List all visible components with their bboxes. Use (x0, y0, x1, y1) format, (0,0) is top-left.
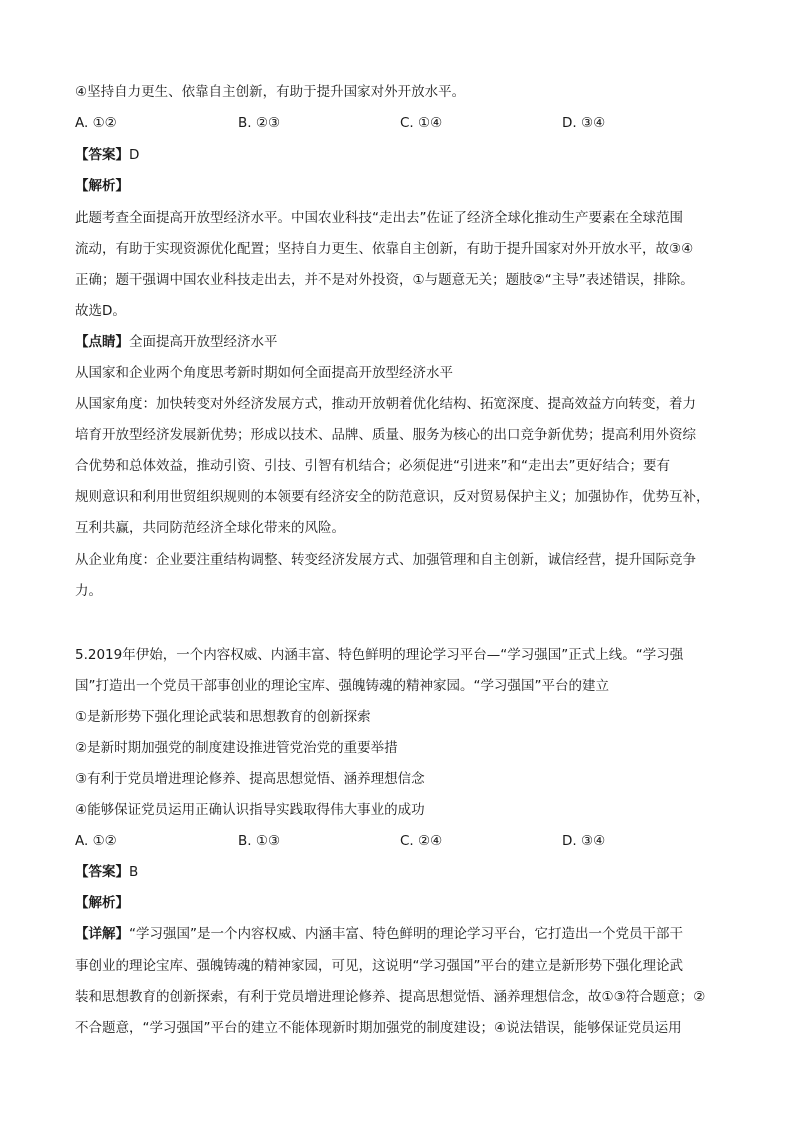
q4-point-line: 规则意识和利用世贸组织规则的本领要有经济安全的防范意识，反对贸易保护主义；加强协作，优势互补， (75, 489, 710, 505)
q5-answer (75, 862, 138, 882)
q4-point-line: 合优势和总体效益，推动引资、引技、引智有机结合；必须促进“引进来”和“走出去”更好结合；要有 (75, 458, 670, 474)
q4-point-line: 从国家角度：加快转变对外经济发展方式，推动开放朝着优化结构、拓宽深度、提高效益方向转变，着力 (75, 396, 696, 412)
answer-tag: 【答案】 (75, 864, 129, 880)
q5-detail-line (75, 924, 683, 944)
q5-detail-line: 不合题意，“学习强国”平台的建立不能体现新时期加强党的制度建设；④说法错误，能够保证党员运用 (75, 1020, 682, 1036)
q4-options (75, 113, 775, 133)
q5-statement: ①是新形势下强化理论武装和思想教育的创新探索 (75, 709, 371, 725)
analysis-tag: 【解析】 (75, 178, 129, 194)
q5-detail-line: 事创业的理论宝库、强魄铸魂的精神家园，可见，这说明“学习强国”平台的建立是新形势下强化理论武 (75, 958, 683, 974)
q4-analysis-line: 流动，有助于实现资源优化配置；坚持自力更生、依靠自主创新，有助于提升国家对外开放水平，故③④ (75, 241, 694, 257)
q5-options (75, 831, 775, 851)
point-tag: 【点睛】 (75, 334, 129, 350)
q4-analysis-heading (75, 176, 129, 196)
q5-analysis-heading (75, 893, 129, 913)
answer-value: D (129, 147, 140, 163)
q4-point-heading (75, 332, 278, 352)
q4-option-a: A. ①② (75, 115, 117, 131)
q4-option-b: B. ②③ (238, 115, 281, 131)
detail-text: “学习强国”是一个内容权威、内涵丰富、特色鲜明的理论学习平台，它打造出一个党员干部干 (129, 926, 683, 942)
q5-detail-line: 装和思想教育的创新探索，有利于党员增进理论修养、提高思想觉悟、涵养理想信念，故①③符合题意；② (75, 989, 706, 1005)
q5-statement: ②是新时期加强党的制度建设推进管党治党的重要举措 (75, 740, 398, 756)
point-title: 全面提高开放型经济水平 (129, 334, 278, 350)
detail-tag: 【详解】 (75, 926, 129, 942)
q4-analysis-line: 故选D。 (75, 303, 126, 319)
q4-point-line: 从国家和企业两个角度思考新时期如何全面提高开放型经济水平 (75, 365, 453, 381)
q5-option-b: B. ①③ (238, 833, 281, 849)
q4-option-d: D. ③④ (562, 115, 606, 131)
q5-stem-line: 5.2019年伊始，一个内容权威、内涵丰富、特色鲜明的理论学习平台—“学习强国”正式上线。“学习强 (75, 647, 684, 663)
answer-tag: 【答案】 (75, 147, 129, 163)
q4-analysis-line: 此题考查全面提高开放型经济水平。中国农业科技“走出去”佐证了经济全球化推动生产要素在全球范围 (75, 210, 683, 226)
analysis-tag: 【解析】 (75, 895, 129, 911)
q4-answer (75, 145, 139, 165)
q5-statement: ④能够保证党员运用正确认识指导实践取得伟大事业的成功 (75, 802, 425, 818)
q4-point-line: 互利共赢，共同防范经济全球化带来的风险。 (75, 520, 345, 536)
q4-option-c: C. ①④ (400, 115, 443, 131)
answer-value: B (129, 864, 139, 880)
q5-stem-line: 国”打造出一个党员干部事创业的理论宝库、强魄铸魂的精神家园。“学习强国”平台的建立 (75, 678, 609, 694)
q5-option-a: A. ①② (75, 833, 117, 849)
q5-option-c: C. ②④ (400, 833, 443, 849)
q4-point-line: 从企业角度：企业要注重结构调整、转变经济发展方式、加强管理和自主创新，诚信经营，提升国际竞争 (75, 552, 696, 568)
q4-analysis-line: 正确；题干强调中国农业科技走出去，并不是对外投资，①与题意无关；题肢②“主导”表述错误，排除。 (75, 272, 694, 288)
q5-statement: ③有利于党员增进理论修养、提高思想觉悟、涵养理想信念 (75, 771, 425, 787)
q4-point-line: 力。 (75, 583, 102, 599)
q4-statement-4: ④坚持自力更生、依靠自主创新，有助于提升国家对外开放水平。 (75, 84, 466, 100)
q5-option-d: D. ③④ (562, 833, 606, 849)
q4-point-line: 培育开放型经济发展新优势；形成以技术、品牌、质量、服务为核心的出口竞争新优势；提高利用外资综 (75, 427, 696, 443)
